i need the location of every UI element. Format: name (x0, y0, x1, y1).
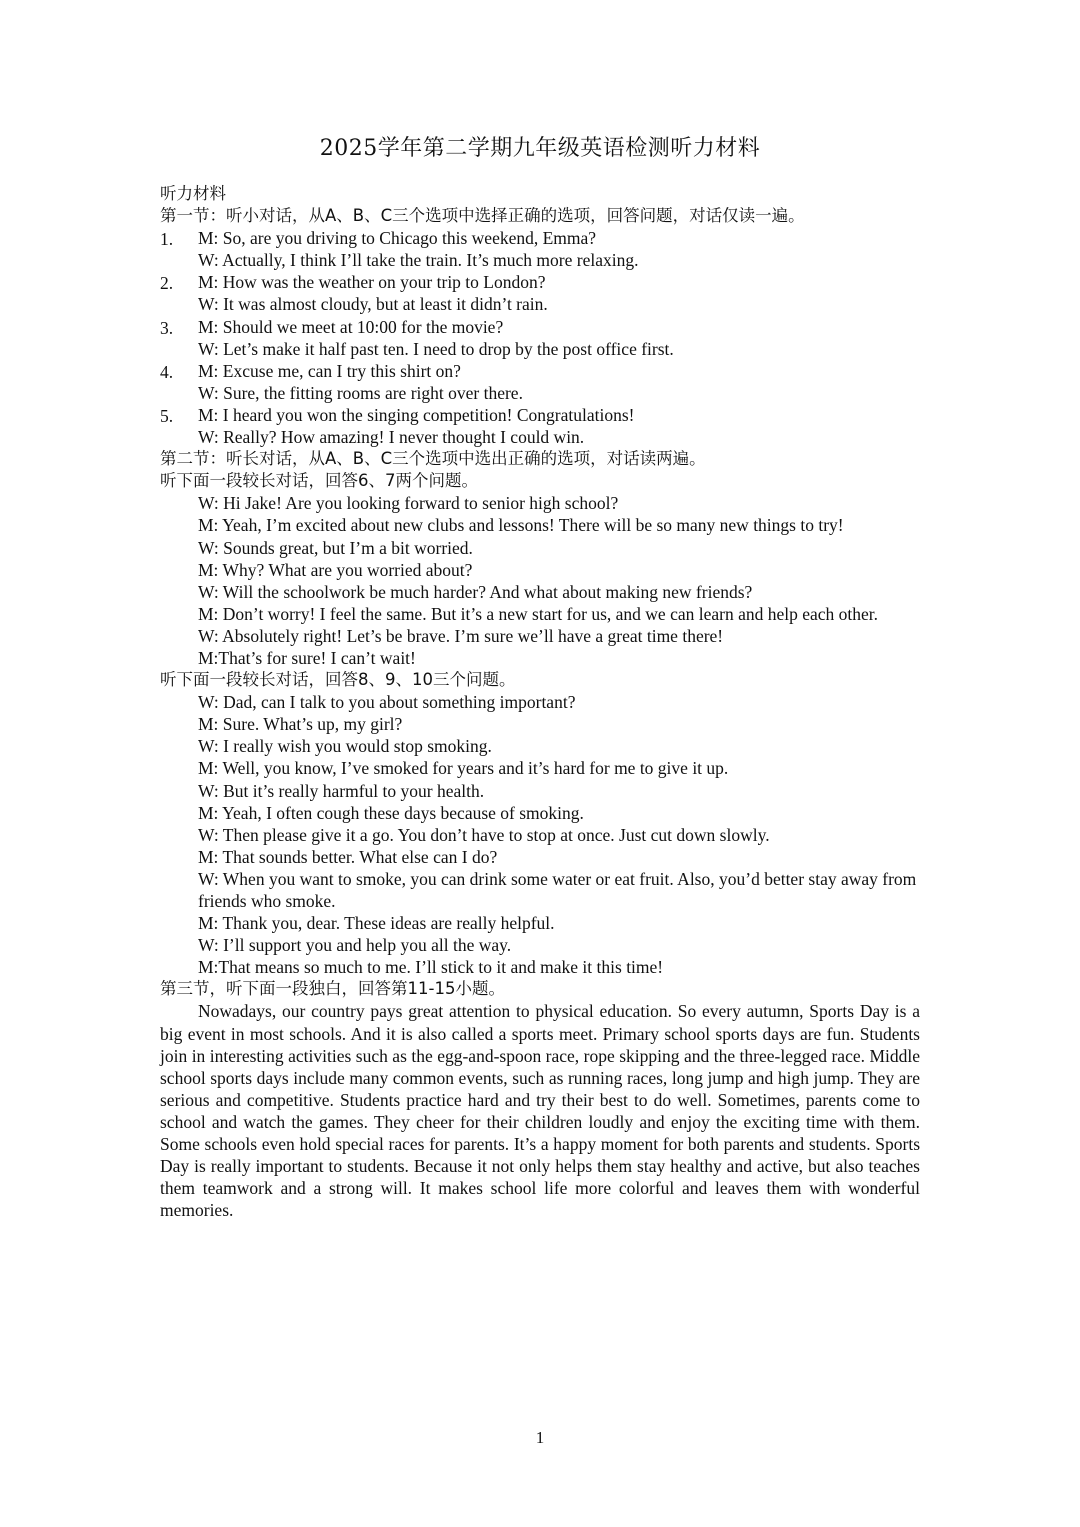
dialogue2-line: M: Sure. What’s up, my girl? (198, 714, 403, 735)
dialogue2-line: M:That means so much to me. I’ll stick to it and make it this time! (198, 957, 664, 978)
question-1-w: W: Actually, I think I’ll take the train. It’s much more relaxing. (198, 250, 639, 271)
dialogue1-line: W: Will the schoolwork be much harder? And what about making new friends? (198, 581, 753, 602)
dialogue2-line: W: Dad, can I talk to you about something important? (198, 692, 576, 713)
dialogue2-line: W: Then please give it a go. You don’t have to stop at once. Just cut down slowly. (198, 824, 770, 845)
dialogue1-line: W: Hi Jake! Are you looking forward to senior high school? (198, 493, 619, 514)
question-3-w: W: Let’s make it half past ten. I need to drop by the post office first. (198, 338, 674, 359)
dialogue1-line: M: Why? What are you worried about? (198, 559, 473, 580)
dialogue2-line: M: Thank you, dear. These ideas are really helpful. (198, 913, 555, 934)
question-2-m (160, 271, 920, 293)
question-1-m (160, 227, 920, 249)
page-title: 2025学年第二学期九年级英语检测听力材料 (319, 136, 761, 161)
dialogue2-line: M: Well, you know, I’ve smoked for years and it’s hard for me to give it up. (198, 758, 729, 779)
document-body (160, 183, 920, 1221)
dialogue-line: M: How was the weather on your trip to London? (198, 272, 546, 293)
dialogue-line: M: Excuse me, can I try this shirt on? (198, 360, 461, 381)
dialogue2-line: W: I really wish you would stop smoking. (198, 736, 492, 757)
question-number: 5. (160, 405, 174, 426)
section1-header: 第一节：听小对话，从A、B、C三个选项中选择正确的选项，回答问题，对话仅读一遍。 (160, 206, 805, 226)
dialogue2-line: W: I’ll support you and help you all the way. (198, 935, 512, 956)
question-2-w: W: It was almost cloudy, but at least it didn’t rain. (198, 294, 548, 315)
monologue-passage: Nowadays, our country pays great attention to physical education. So every autumn, Sports Day is a big event in most schools. And it is also called a sports meet. Primary school sports days are fun. Students join in interesting activities such as the egg-and-spoon race, rope skipping and the three-legged race. Middle school sports days include many common events, such as running races, long jump and high jump. They are serious and competitive. Students practice hard and try their best to do well. Sometimes, parents come to school and watch the games. They cheer for their children loudly and enjoy the exciting time with them. Some schools even hold special races for parents. It’s a happy moment for both parents and students. Sports Day is really important to students. Because it not only helps them stay healthy and active, but also teaches them teamwork and a strong will. It makes school life more colorful and leaves them with wonderful memories. (160, 1001, 920, 1221)
section3-header: 第三节，听下面一段独白，回答第11-15小题。 (160, 979, 505, 999)
section2-header: 第二节：听长对话，从A、B、C三个选项中选出正确的选项，对话读两遍。 (160, 449, 706, 469)
dialogue1-line: W: Sounds great, but I’m a bit worried. (198, 537, 473, 558)
question-5-m (160, 404, 920, 426)
question-number: 3. (160, 317, 174, 338)
dialogue1-line: W: Absolutely right! Let’s be brave. I’m sure we’ll have a great time there! (198, 625, 724, 646)
dialogue2-line: M: Yeah, I often cough these days because of smoking. (198, 802, 584, 823)
dialogue2-line: M: That sounds better. What else can I do? (198, 846, 498, 867)
dialogue1-line: M: Yeah, I’m excited about new clubs and lessons! There will be so many new things to try! (198, 515, 844, 536)
dialogue2-intro: 听下面一段较长对话，回答8、9、10三个问题。 (160, 670, 516, 690)
question-3-m (160, 316, 920, 338)
question-number: 4. (160, 361, 174, 382)
question-number: 2. (160, 273, 174, 294)
question-4-w: W: Sure, the fitting rooms are right over there. (198, 382, 523, 403)
dialogue2-line: W: But it’s really harmful to your health. (198, 780, 485, 801)
dialogue-line: M: So, are you driving to Chicago this weekend, Emma? (198, 228, 597, 249)
dialogue-line: M: I heard you won the singing competition! Congratulations! (198, 404, 635, 425)
dialogue1-line: M: Don’t worry! I feel the same. But it’s a new start for us, and we can learn and help each other. (198, 603, 879, 624)
materials-heading: 听力材料 (160, 184, 226, 203)
question-5-w: W: Really? How amazing! I never thought I could win. (198, 427, 585, 448)
dialogue1-line: M:That’s for sure! I can’t wait! (198, 647, 416, 668)
question-4-m (160, 360, 920, 382)
page-number: 1 (535, 1428, 545, 1447)
dialogue-line: M: Should we meet at 10:00 for the movie? (198, 316, 504, 337)
question-number: 1. (160, 229, 174, 250)
dialogue1-intro: 听下面一段较长对话，回答6、7两个问题。 (160, 471, 478, 491)
dialogue2-line: W: When you want to smoke, you can drink some water or eat fruit. Also, you’d better stay away from friends who smoke. (198, 868, 917, 911)
